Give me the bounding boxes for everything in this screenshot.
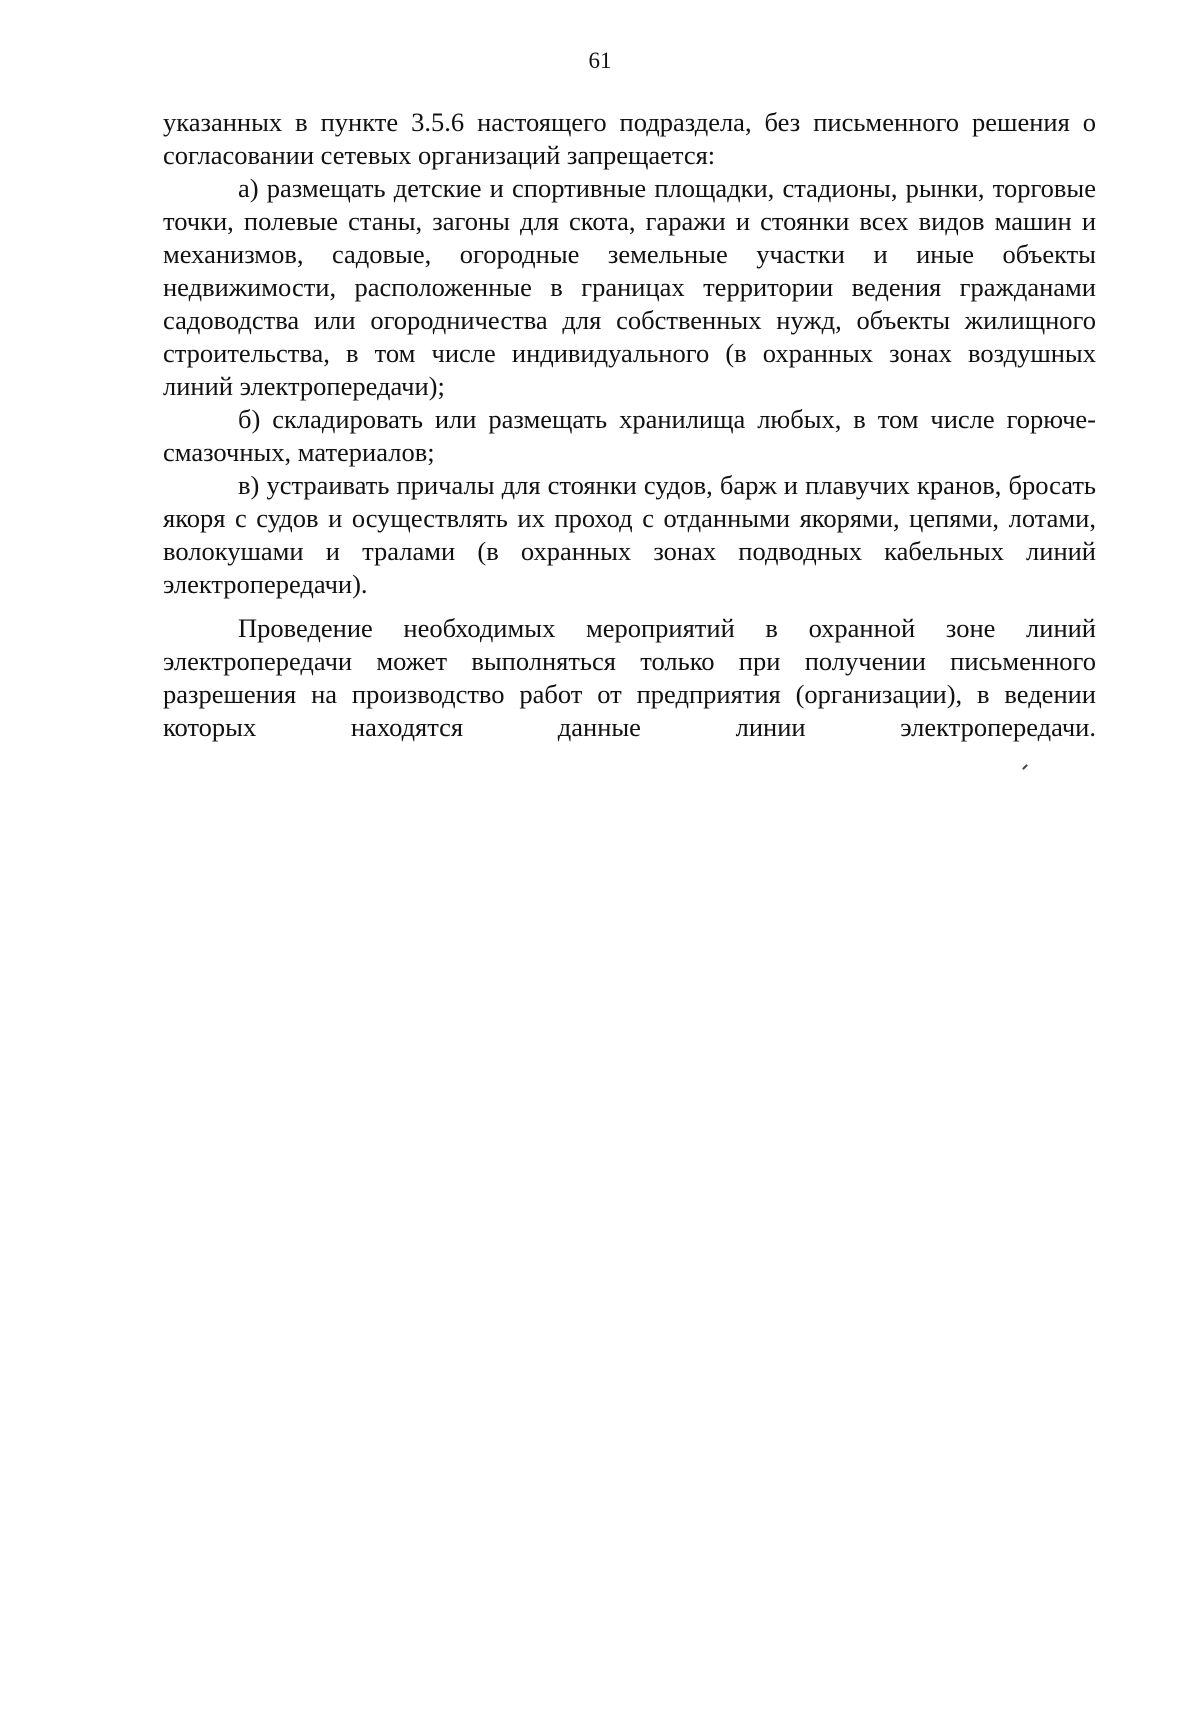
- paragraph-item-v: в) устраивать причалы для стоянки судов, барж и плавучих кранов, бросать якоря с судов и осуществлять их проход с отданными якорями, цепями, лотами, волокушами и тралами (в охранных зонах подводных кабельных линий электропередачи).: [163, 470, 1096, 599]
- paragraph-item-b: б) складировать или размещать хранилища любых, в том числе горюче-смазочных, материалов;: [163, 404, 1096, 467]
- paragraph-closing: Проведение необходимых мероприятий в охранной зоне линий электропередачи может выполняться только при получении письменного разрешения на производство работ от предприятия (организации), в ведении которых находятся данные линии электропередачи.: [163, 613, 1096, 742]
- page-number: 61: [588, 48, 612, 73]
- document-body: [163, 106, 1096, 744]
- paragraph-item-a: а) размещать детские и спортивные площадки, стадионы, рынки, торговые точки, полевые станы, загоны для скота, гаражи и стоянки всех видов машин и механизмов, садовые, огородные земельные участки и иные объекты недвижимости, расположенные в границах территории ведения гражданами садоводства или огородничества для собственных нужд, объекты жилищного строительства, в том числе индивидуального (в охранных зонах воздушных линий электропередачи);: [163, 173, 1096, 401]
- paragraph-intro: указанных в пункте 3.5.6 настоящего подраздела, без письменного решения о согласовании сетевых организаций запрещается:: [163, 107, 1096, 170]
- scan-artifact-mark: [1022, 764, 1028, 770]
